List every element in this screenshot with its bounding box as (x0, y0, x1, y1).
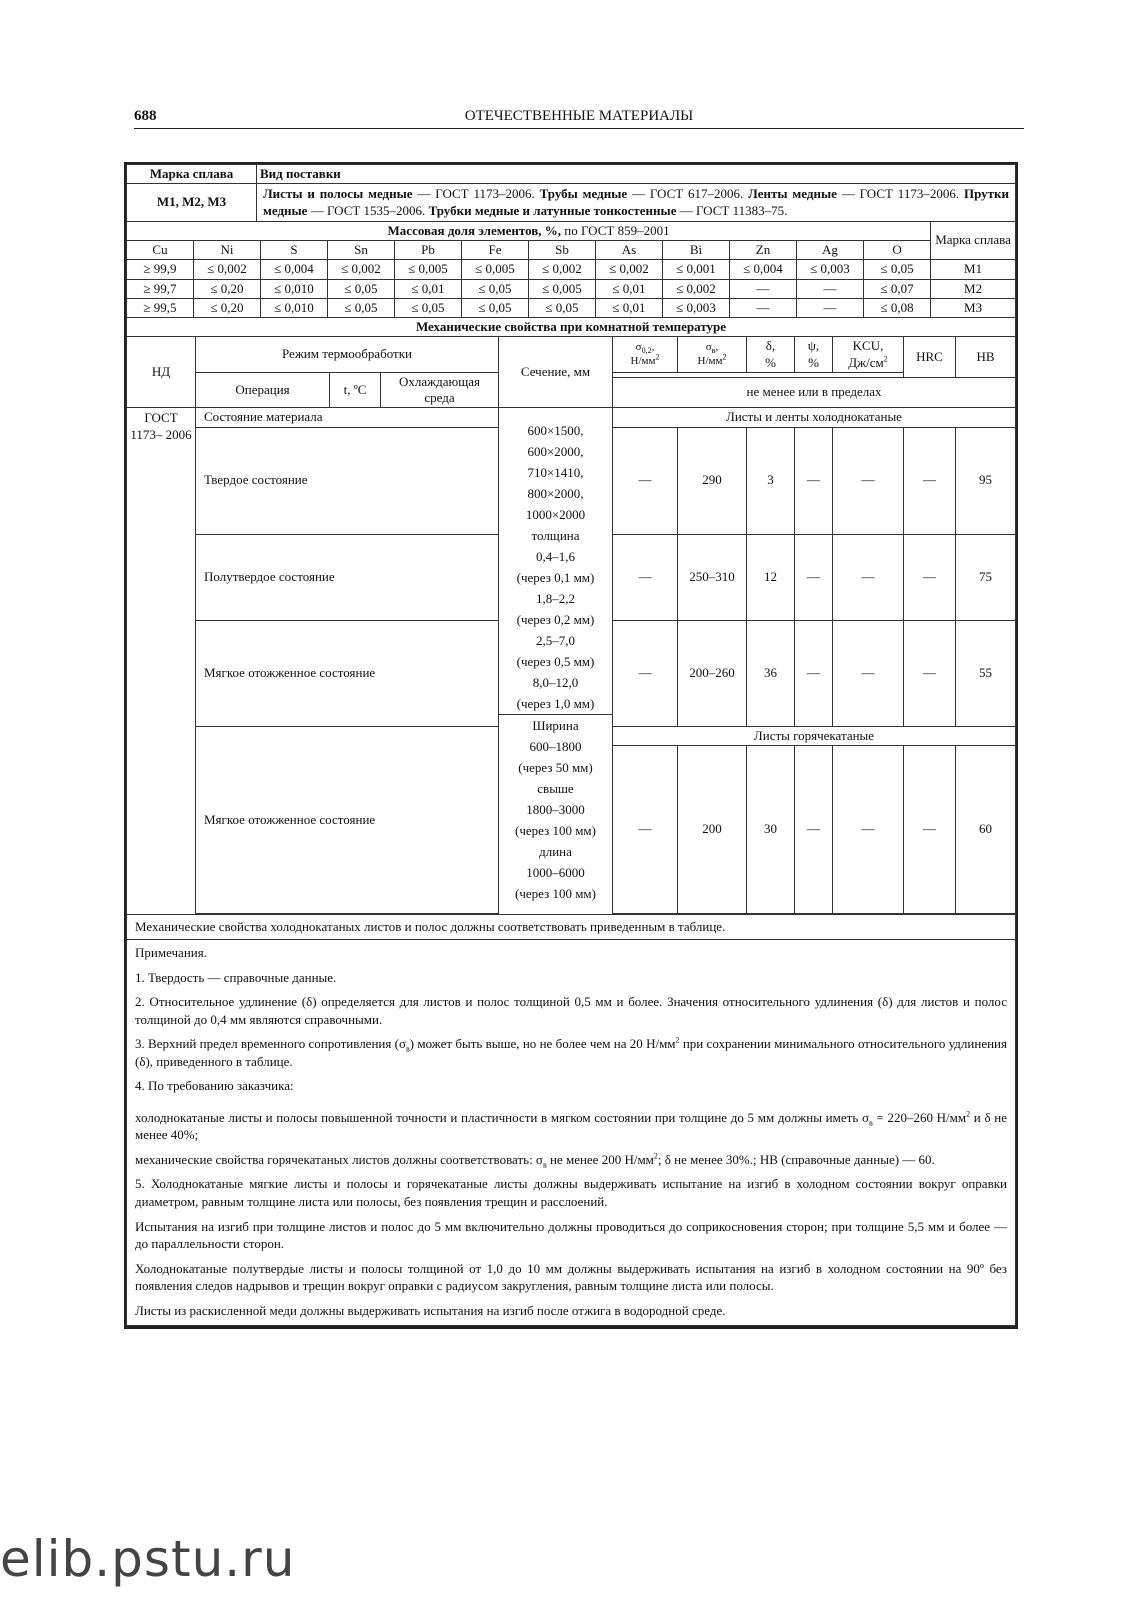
hrc-header: HRC (904, 337, 956, 378)
state-name: Мягкое отожженное состояние (196, 726, 499, 913)
note-8: Листы из раскисленной меди должны выдерживать испытания на изгиб после отжига в водородной среде. (135, 1302, 726, 1318)
section-line: 2,5–7,0 (536, 633, 575, 649)
composition-value: ≤ 0,002 (529, 260, 596, 279)
composition-value: ≤ 0,005 (395, 260, 462, 279)
composition-value: ≤ 0,05 (395, 298, 462, 317)
section-line: 1000–6000 (526, 865, 585, 881)
section-line: 800×2000, (527, 486, 584, 502)
section-line: (через 1,0 мм) (516, 696, 595, 712)
composition-value: ≤ 0,002 (596, 260, 663, 279)
section-line: (через 0,5 мм) (516, 654, 595, 670)
composition-row (127, 298, 1016, 317)
composition-value: ≥ 99,7 (127, 279, 194, 298)
section-line: 1000×2000 (525, 507, 586, 523)
composition-value: — (730, 298, 797, 317)
operation-header: Операция (196, 372, 330, 408)
note-4: 4. По требованию заказчика: (135, 1078, 294, 1094)
composition-grade: М2 (931, 279, 1016, 298)
sigmav-value: 200 (678, 745, 747, 913)
nd-value: ГОСТ 1173– 2006 (127, 408, 196, 915)
kcu-value: — (833, 427, 904, 534)
hot-rolled-label: Листы горячекатаные (613, 726, 1016, 745)
composition-value: ≤ 0,05 (462, 298, 529, 317)
composition-value: ≤ 0,002 (328, 260, 395, 279)
composition-grade: М1 (931, 260, 1016, 279)
hrc-value: — (904, 534, 956, 620)
cooling-header: Охлаждающая среда (381, 372, 499, 408)
element-header: S (261, 241, 328, 260)
composition-value: ≥ 99,5 (127, 298, 194, 317)
section-line: (через 100 мм) (515, 823, 596, 839)
sigmav-header: $\sigma_в$, $Н/мм^2$ (678, 337, 747, 373)
composition-value: ≤ 0,003 (663, 298, 730, 317)
delivery-item-std: — ГОСТ 1173–2006. (836, 186, 964, 202)
composition-value: ≤ 0,010 (261, 298, 328, 317)
composition-value: ≤ 0,01 (596, 279, 663, 298)
elements-header-row (127, 241, 1016, 260)
element-header: Zn (730, 241, 797, 260)
composition-value: ≤ 0,08 (864, 298, 931, 317)
composition-value: ≤ 0,05 (864, 260, 931, 279)
section-values (499, 408, 613, 915)
supply-table (126, 164, 1016, 222)
composition-value: ≤ 0,004 (261, 260, 328, 279)
page-number: 688 (134, 108, 157, 124)
note-7: Холоднокатаные полутвердые листы и полосы толщиной от 1,0 до 10 мм должны выдерживать испытания на изгиб в холодном состоянии на 90º без появления следов надрывов и трещин вокруг оправки с радиусом закругления, равным толщине листа или полосы. (135, 1260, 1007, 1294)
notes-title: Примечания. (135, 945, 207, 960)
hrc-value: — (904, 427, 956, 534)
limits-note: не менее или в пределах (613, 377, 1016, 408)
composition-value: ≤ 0,20 (194, 279, 261, 298)
section-line: 8,0–12,0 (532, 675, 579, 691)
composition-value: ≤ 0,001 (663, 260, 730, 279)
composition-grade-header: Марка сплава (931, 221, 1016, 260)
sigmav-value: 200–260 (678, 620, 747, 726)
delta-value: 12 (747, 534, 795, 620)
element-header: As (596, 241, 663, 260)
header-rule (134, 128, 1024, 129)
kcu-value: — (833, 745, 904, 913)
delta-header: δ, % (747, 337, 795, 373)
notes-block (127, 940, 1016, 1326)
kcu-value: — (833, 534, 904, 620)
composition-value: ≤ 0,002 (663, 279, 730, 298)
section-line: (через 100 мм) (515, 886, 596, 902)
psi-header: ψ, % (795, 337, 833, 373)
kcu-header: KCU, $Дж/см^2$ (833, 337, 904, 373)
delivery-item-name: Ленты медные (748, 186, 837, 202)
section-line: 1800–3000 (526, 802, 585, 818)
composition-value: ≤ 0,004 (730, 260, 797, 279)
composition-row (127, 260, 1016, 279)
psi-value: — (795, 427, 833, 534)
composition-value: ≤ 0,002 (194, 260, 261, 279)
section-line: Ширина (499, 714, 612, 736)
composition-value: ≤ 0,05 (529, 298, 596, 317)
note-6: Испытания на изгиб при толщине листов и полос до 5 мм включительно должны проводиться до соприкосновения сторон; при толщине 5,5 мм и более — до параллельности сторон. (135, 1218, 1007, 1252)
section-line: 600×2000, (527, 444, 584, 460)
composition-value: ≤ 0,05 (328, 279, 395, 298)
composition-table (126, 221, 1016, 318)
section-line: 600×1500, (527, 423, 584, 439)
delivery-item-name: Листы и полосы медные (263, 186, 413, 202)
element-header: Sb (529, 241, 596, 260)
psi-value: — (795, 620, 833, 726)
hb-value: 55 (956, 620, 1016, 726)
composition-value: ≥ 99,9 (127, 260, 194, 279)
sigmav-value: 290 (678, 427, 747, 534)
mechanical-table (126, 317, 1016, 1326)
delivery-item-name: Прутки медные (263, 186, 1009, 218)
composition-value: — (797, 279, 864, 298)
composition-value: ≤ 0,20 (194, 298, 261, 317)
section-line: 600–1800 (529, 739, 582, 755)
sigma02-value: — (613, 620, 678, 726)
cold-rolled-label: Листы и ленты холоднокатаные (613, 408, 1016, 427)
composition-title: Массовая доля элементов, %, по ГОСТ 859–2001 (127, 221, 931, 240)
section-header: Сечение, мм (499, 337, 613, 408)
hrc-value: — (904, 620, 956, 726)
element-header: Cu (127, 241, 194, 260)
delivery-header: Вид поставки (257, 165, 1016, 184)
composition-value: ≤ 0,010 (261, 279, 328, 298)
delta-value: 36 (747, 620, 795, 726)
note-5: 5. Холоднокатаные мягкие листы и полосы и горячекатаные листы должны выдерживать испытание на изгиб в холодном состоянии вокруг оправки диаметром, равным толщине листа или полосы, без появления трещин и расслоений. (135, 1176, 1007, 1210)
section-line: (через 50 мм) (518, 760, 593, 776)
section-line: 1,8–2,2 (536, 591, 575, 607)
heat-treatment-header: Режим термообработки (196, 337, 499, 373)
hb-header: HB (956, 337, 1016, 378)
composition-row (127, 279, 1016, 298)
element-header: Bi (663, 241, 730, 260)
sigma02-value: — (613, 427, 678, 534)
hb-value: 75 (956, 534, 1016, 620)
delivery-text (257, 184, 1016, 222)
section-line: 710×1410, (527, 465, 584, 481)
element-header: Ag (797, 241, 864, 260)
note-4b: механические свойства горячекатаных листов должны соответствовать: $\sigma_в$ не менее 200 $Н/мм^2$; δ не менее 30%.; HB (справочные данные) — 60. (135, 1151, 935, 1170)
temperature-header: t, ºС (330, 372, 381, 408)
sigma02-value: — (613, 534, 678, 620)
delivery-item-std: — ГОСТ 1535–2006. (307, 202, 429, 218)
composition-value: ≤ 0,01 (395, 279, 462, 298)
delta-value: 3 (747, 427, 795, 534)
section-line: (через 0,2 мм) (516, 612, 595, 628)
kcu-value: — (833, 620, 904, 726)
element-header: Sn (328, 241, 395, 260)
sigma02-value: — (613, 745, 678, 913)
delivery-item-name: Трубы медные (539, 186, 628, 202)
composition-value: ≤ 0,05 (462, 279, 529, 298)
grade-header: Марка сплава (127, 165, 257, 184)
element-header: Pb (395, 241, 462, 260)
material-state-label: Состояние материала (196, 408, 499, 427)
composition-value: ≤ 0,05 (328, 298, 395, 317)
section-line: 0,4–1,6 (536, 549, 575, 565)
nd-header: НД (127, 337, 196, 408)
psi-value: — (795, 745, 833, 913)
note-2: 2. Относительное удлинение (δ) определяется для листов и полос толщиной 0,5 мм и более. Значения относительного удлинения (δ) для листов и полос толщиной до 0,4 мм являются справочными. (135, 994, 1007, 1027)
composition-value: ≤ 0,005 (462, 260, 529, 279)
sigmav-value: 250–310 (678, 534, 747, 620)
delivery-item-std: — ГОСТ 617–2006. (627, 186, 749, 202)
hb-value: 60 (956, 745, 1016, 913)
state-name: Твердое состояние (196, 427, 499, 534)
note-1: 1. Твердость — справочные данные. (135, 969, 337, 985)
section-line: толщина (531, 528, 580, 544)
element-header: O (864, 241, 931, 260)
composition-value: ≤ 0,01 (596, 298, 663, 317)
psi-value: — (795, 534, 833, 620)
composition-value: ≤ 0,07 (864, 279, 931, 298)
delivery-item-name: Трубки медные и латунные тонкостенные (428, 202, 677, 218)
delivery-item-std: — ГОСТ 11383–75. (676, 202, 788, 218)
watermark: elib.pstu.ru (0, 1530, 296, 1588)
composition-value: ≤ 0,003 (797, 260, 864, 279)
hb-value: 95 (956, 427, 1016, 534)
composition-value: — (797, 298, 864, 317)
composition-value: ≤ 0,005 (529, 279, 596, 298)
section-line: (через 0,1 мм) (516, 570, 595, 586)
note-3: 3. Верхний предел временного сопротивления $(\sigma_в)$ может быть выше, но не более чем на 20 $Н/мм^2$ при сохранении минимального относительного удлинения (δ), приведенного в таблице. (135, 1035, 1007, 1069)
delta-value: 30 (747, 745, 795, 913)
sigma02-header: $\sigma_{0,2}$, $Н/мм^2$ (613, 337, 678, 373)
composition-value: — (730, 279, 797, 298)
note-4a: холоднокатаные листы и полосы повышенной точности и пластичности в мягком состоянии при толщине до 5 мм должны иметь $\sigma_в = 220-260$ $Н/мм^2$ и δ не менее 40%; (135, 1109, 1007, 1143)
state-name: Мягкое отожженное состояние (196, 620, 499, 726)
hrc-value: — (904, 745, 956, 913)
delivery-item-std: — ГОСТ 1173–2006. (412, 186, 540, 202)
mechanical-title: Механические свойства при комнатной температуре (127, 318, 1016, 337)
grade-value: М1, М2, М3 (127, 184, 257, 222)
state-name: Полутвердое состояние (196, 534, 499, 620)
section-line: свыше (537, 781, 574, 797)
composition-grade: М3 (931, 298, 1016, 317)
section-line: длина (539, 844, 572, 860)
mechanical-note: Механические свойства холоднокатаных листов и полос должны соответствовать приведенным в таблице. (127, 914, 1016, 939)
element-header: Ni (194, 241, 261, 260)
running-title: ОТЕЧЕСТВЕННЫЕ МАТЕРИАЛЫ (464, 108, 694, 124)
element-header: Fe (462, 241, 529, 260)
material-table (124, 162, 1018, 1329)
